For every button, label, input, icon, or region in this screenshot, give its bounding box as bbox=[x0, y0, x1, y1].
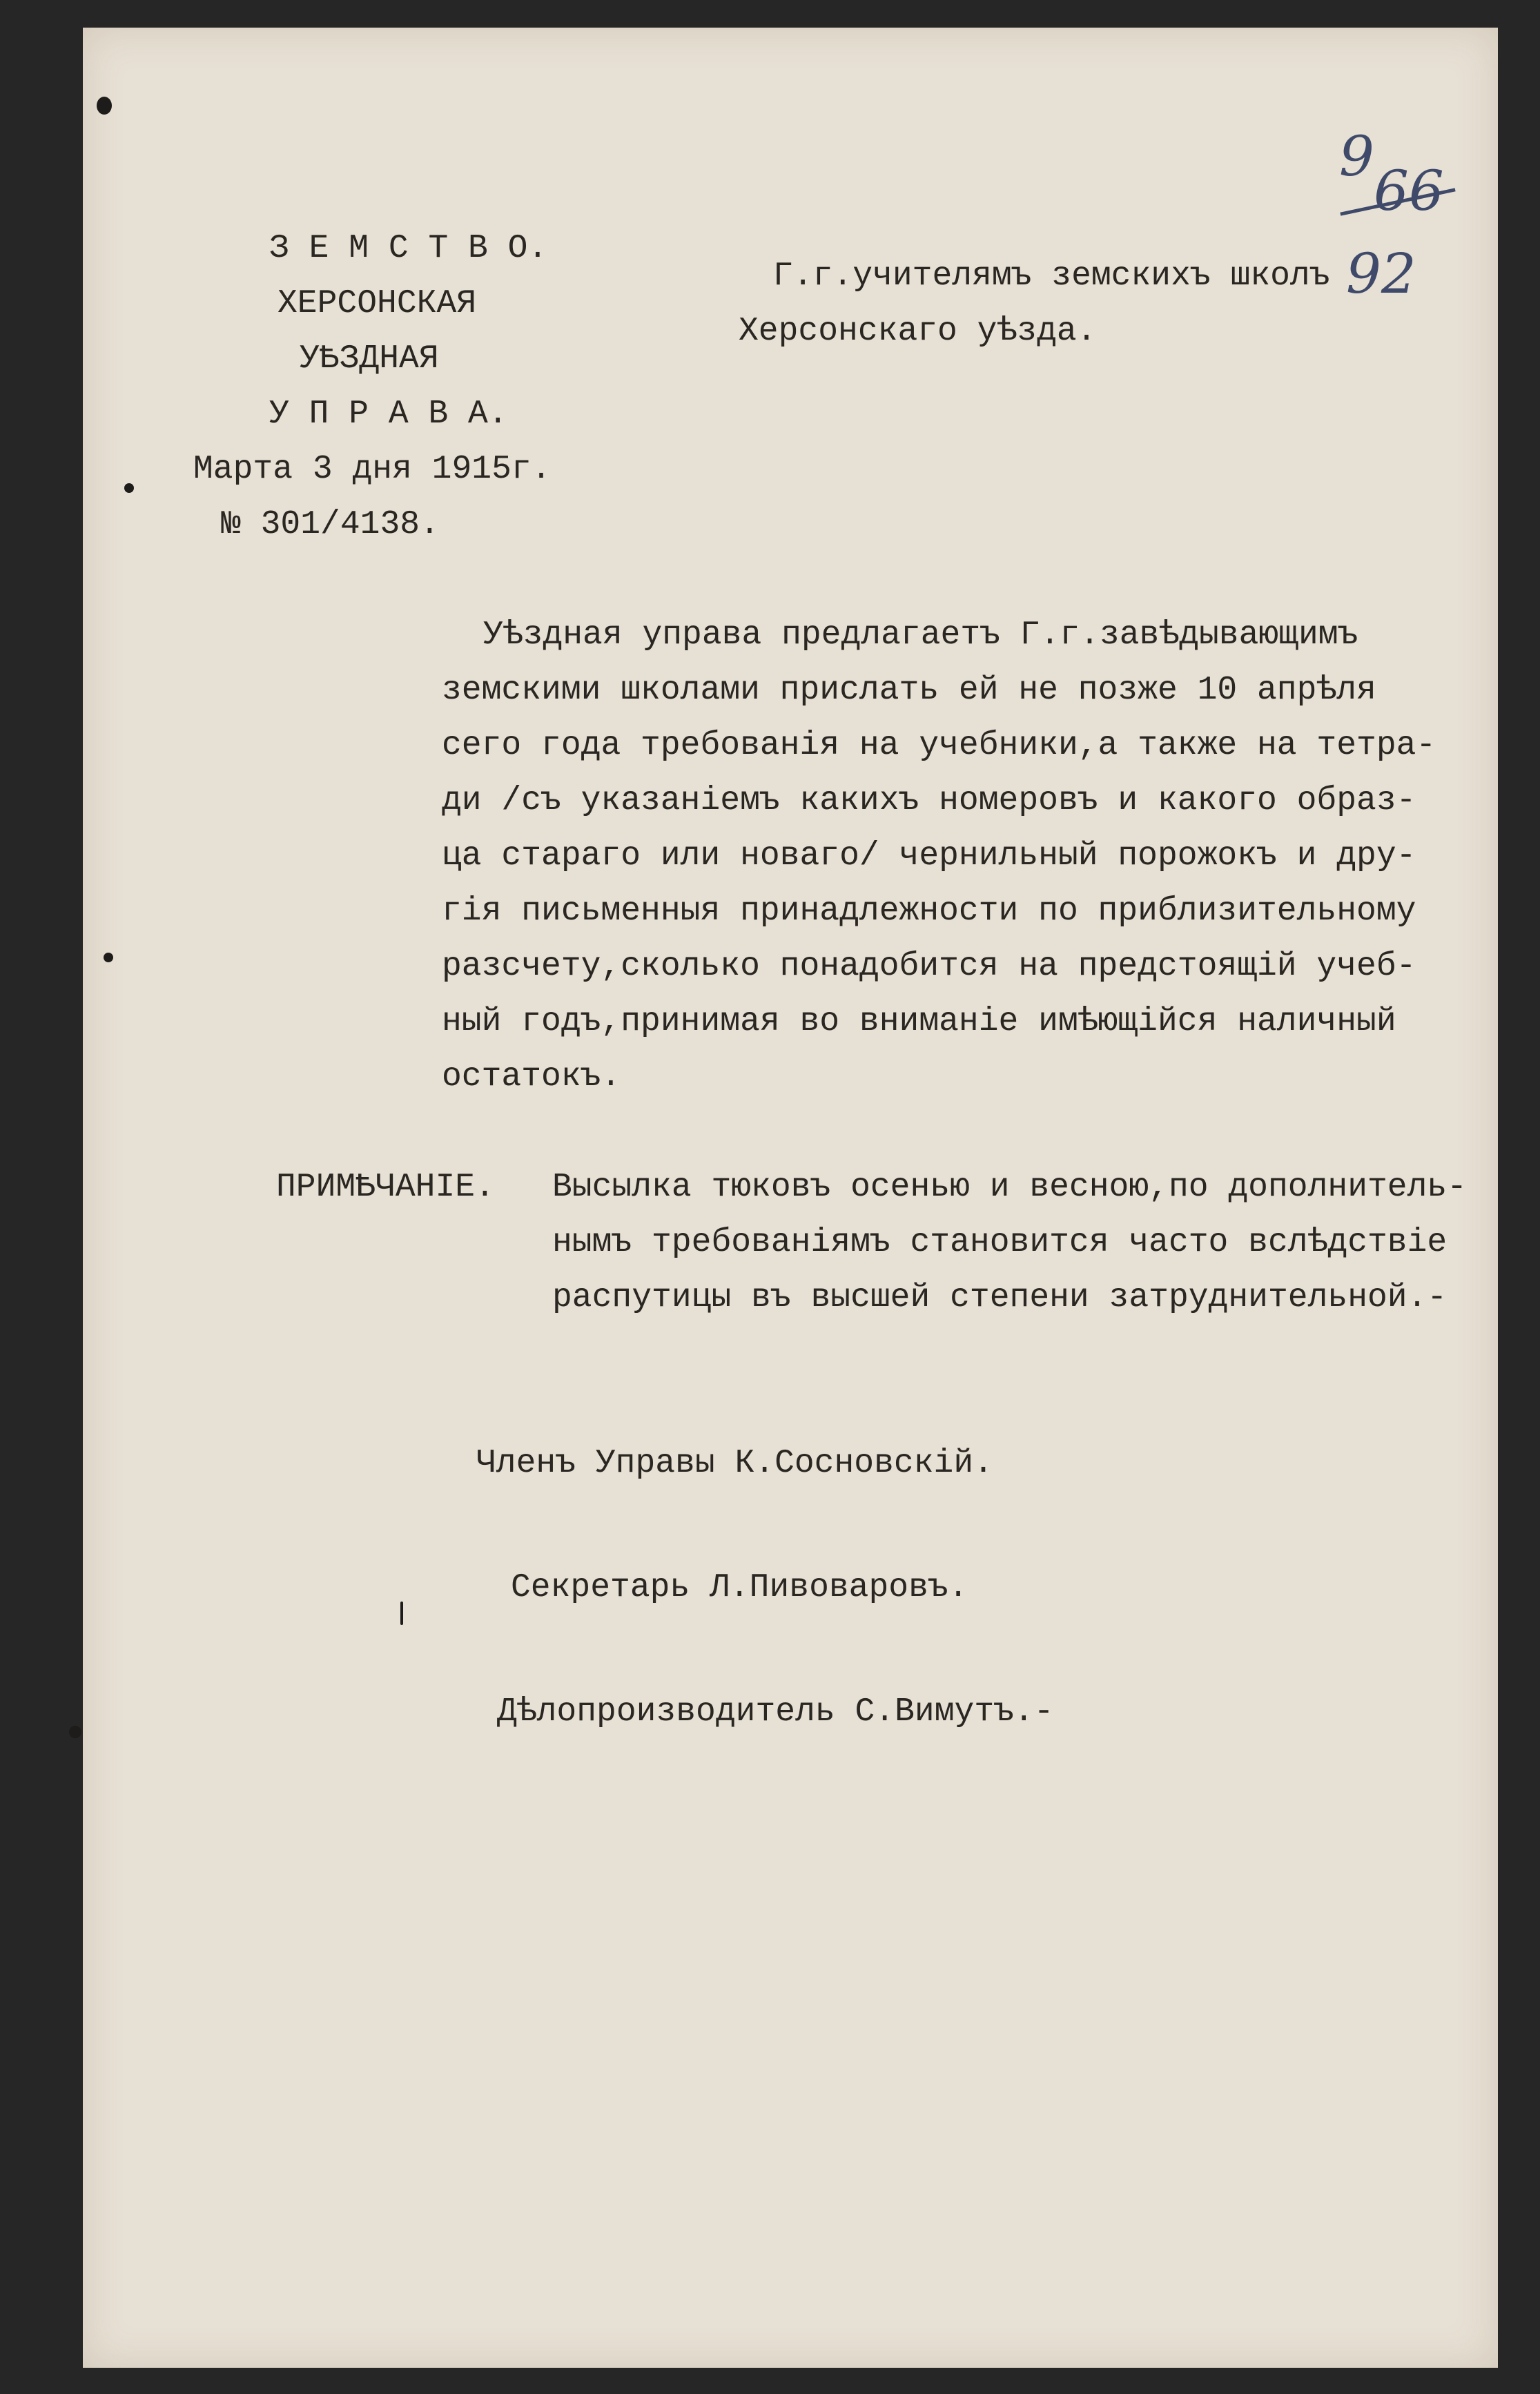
body-line: ца стараго или новаго/ чернильный порожокъ и дру- bbox=[442, 837, 1416, 875]
ink-speck bbox=[104, 953, 113, 962]
signature-secretary: Секретарь Л.Пивоваровъ. bbox=[511, 1569, 968, 1606]
signature-block bbox=[476, 1436, 1236, 1753]
letterhead bbox=[193, 221, 649, 580]
addressee-block bbox=[739, 249, 1360, 366]
addressee-line: Херсонскаго уѣзда. bbox=[739, 313, 1097, 350]
signature-member: Членъ Управы К.Сосновскій. bbox=[476, 1445, 993, 1482]
letterhead-kherson: ХЕРСОНСКАЯ bbox=[277, 285, 477, 322]
note-line: Высылка тюковъ осенью и весною,по дополнитель- bbox=[552, 1169, 1468, 1206]
folio-prefix: 9 bbox=[1339, 124, 1374, 188]
ink-speck bbox=[97, 97, 112, 115]
note-block bbox=[276, 1160, 1468, 1339]
body-line: Уѣздная управа предлагаетъ Г.г.завѣдывающимъ bbox=[483, 616, 1358, 654]
body-line: гія письменныя принадлежности по приблизительному bbox=[442, 893, 1416, 930]
body-line: остатокъ. bbox=[442, 1058, 621, 1096]
letterhead-board: У П Р А В А. bbox=[269, 396, 508, 433]
addressee-line: Г.г.учителямъ земскихъ школъ bbox=[773, 257, 1330, 295]
folio-mark bbox=[1312, 124, 1484, 331]
body-line: ный годъ,принимая во вниманіе имѣющійся наличный bbox=[442, 1003, 1396, 1040]
ink-speck bbox=[69, 1726, 81, 1738]
note-label: ПРИМѢЧАНІЕ. bbox=[276, 1169, 495, 1206]
document-number: № 301/4138. bbox=[221, 506, 440, 543]
paper-sheet bbox=[83, 28, 1498, 2368]
folio-new-number: 92 bbox=[1346, 242, 1416, 306]
body-line: земскими школами прислать ей не позже 10 апрѣля bbox=[442, 672, 1376, 709]
letterhead-zemstvo: З Е М С Т В О. bbox=[269, 230, 548, 267]
body-line: разсчету,сколько понадобится на предстоящій учеб- bbox=[442, 948, 1416, 985]
body-paragraph bbox=[442, 607, 1443, 1118]
signature-clerk: Дѣлопроизводитель С.Вимутъ.- bbox=[497, 1693, 1054, 1731]
document-date: Марта 3 дня 1915г. bbox=[193, 451, 552, 488]
note-line: распутицы въ высшей степени затруднительной.- bbox=[552, 1279, 1448, 1316]
ink-speck bbox=[400, 1602, 403, 1625]
body-line: ди /съ указаніемъ какихъ номеровъ и какого образ- bbox=[442, 782, 1416, 819]
note-line: нымъ требованіямъ становится часто вслѣдствіе bbox=[552, 1224, 1448, 1261]
folio-old-number: 66 bbox=[1374, 159, 1444, 223]
body-line: сего года требованія на учебники,а также на тетра- bbox=[442, 727, 1436, 764]
ink-speck bbox=[124, 483, 134, 493]
letterhead-district: УѢЗДНАЯ bbox=[300, 340, 439, 378]
